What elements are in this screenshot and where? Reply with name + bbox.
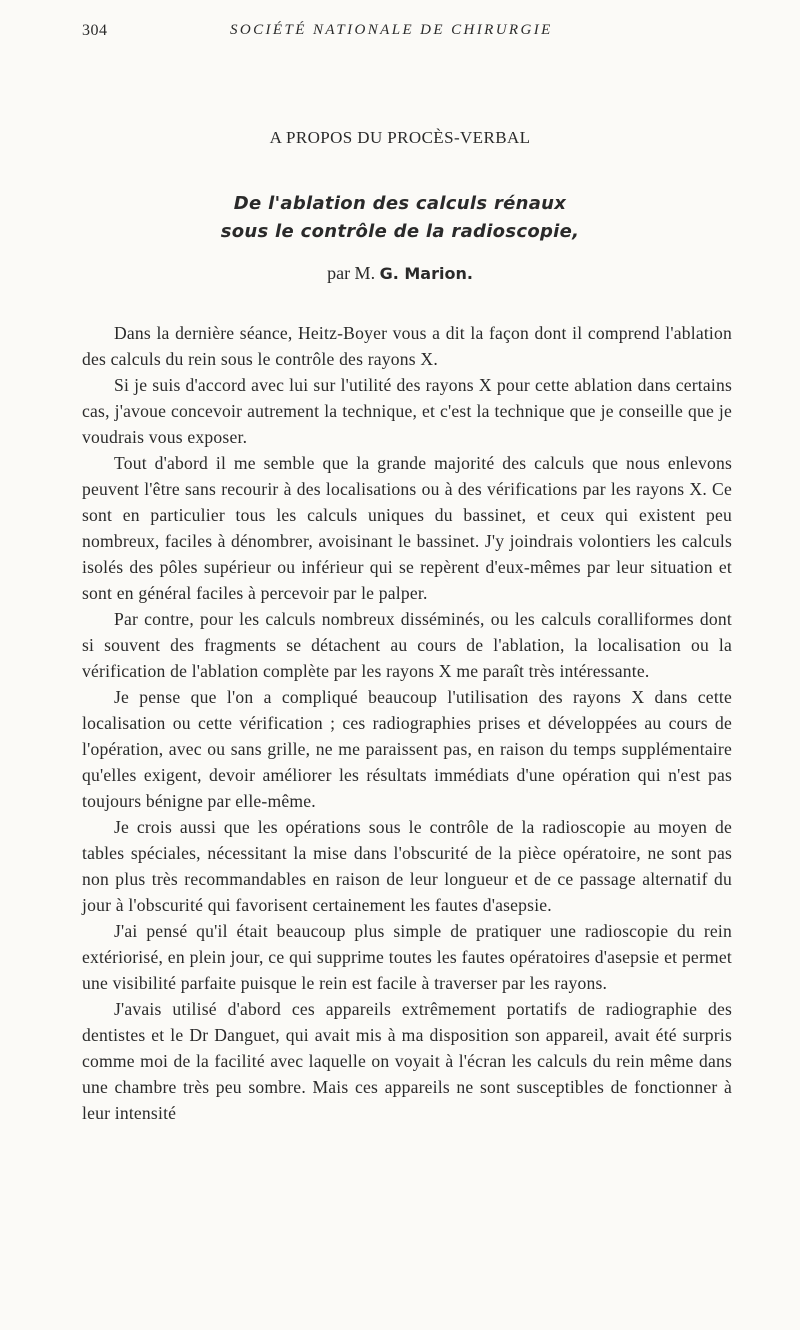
- page-number: 304: [82, 22, 108, 39]
- paragraph: Je pense que l'on a compliqué beaucoup l'utilisation des rayons X dans cette localisation ou cette vérification ; ces radiographies prises et développées au cours de l'opération, avec ou sans grille, ne me paraissent pas, en raison du temps supplémentaire qu'elles exigent, devoir améliorer les résultats immédiats d'une opération qui n'est pas toujours bénigne par elle-même.: [82, 687, 732, 811]
- title-line-2: sous le contrôle de la radioscopie,: [220, 221, 580, 242]
- paragraph: Je crois aussi que les opérations sous le contrôle de la radioscopie au moyen de tables spéciales, nécessitant la mise dans l'obscurité de la pièce opératoire, ne sont pas non plus très recommandables en raison de leur longueur et de ce passage alternatif du jour à l'obscurité qui favorisent certainement les fautes d'asepsie.: [82, 817, 732, 915]
- page-header: [82, 22, 732, 46]
- article-body: [82, 320, 732, 1126]
- paragraph: Par contre, pour les calculs nombreux disséminés, ou les calculs coralliformes dont si souvent des fragments se détachent au cours de l'ablation, la localisation ou la vérification de l'ablation complète par les rayons X me paraît très intéressante.: [82, 609, 732, 681]
- byline: [0, 263, 800, 284]
- paragraph: J'ai pensé qu'il était beaucoup plus simple de pratiquer une radioscopie du rein extériorisé, en plein jour, ce qui supprime toutes les fautes opératoires d'asepsie et permet une visibilité parfaite puisque le rein est facile à traverser par les rayons.: [82, 921, 732, 993]
- title-line-1: De l'ablation des calculs rénaux: [233, 193, 567, 214]
- paragraph: Tout d'abord il me semble que la grande majorité des calculs que nous enlevons peuvent l'être sans recourir à des localisations ou à des vérifications par les rayons X. Ce sont en particulier tous les calculs uniques du bassinet, et ceux qui existent peu nombreux, faciles à dénombrer, avoisinant le bassinet. J'y joindrais volontiers les calculs isolés des pôles supérieur ou inférieur qui se repèrent d'eux-mêmes par leur situation et sont en général faciles à percevoir par le palper.: [82, 453, 732, 603]
- paragraph: Dans la dernière séance, Heitz-Boyer vous a dit la façon dont il comprend l'ablation des calculs du rein sous le contrôle des rayons X.: [82, 323, 732, 369]
- byline-prefix: par M.: [327, 263, 376, 283]
- running-head: SOCIÉTÉ NATIONALE DE CHIRURGIE: [230, 22, 553, 38]
- paragraph: Si je suis d'accord avec lui sur l'utilité des rayons X pour cette ablation dans certains cas, j'avoue concevoir autrement la technique, et c'est la technique que je conseille que je voudrais vous exposer.: [82, 375, 732, 447]
- paragraph: J'avais utilisé d'abord ces appareils extrêmement portatifs de radiographie des dentistes et le Dr Danguet, qui avait mis à ma disposition son appareil, avait été surpris comme moi de la facilité avec laquelle on voyait à l'écran les calculs du rein même dans une chambre très peu sombre. Mais ces appareils ne sont susceptibles de fonctionner à leur intensité: [82, 999, 732, 1123]
- author-name: G. Marion.: [379, 264, 473, 283]
- section-heading: A PROPOS DU PROCÈS-VERBAL: [269, 128, 531, 147]
- article-title: [0, 190, 800, 246]
